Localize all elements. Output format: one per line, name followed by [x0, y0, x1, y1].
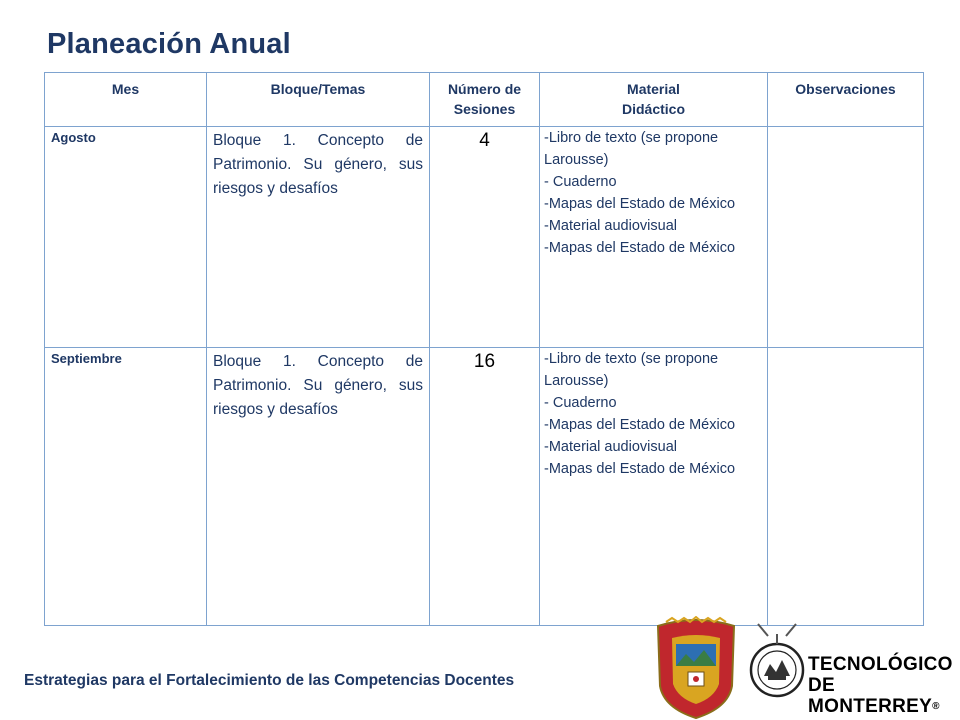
table-row: [45, 127, 924, 348]
sessions-cell: 16: [473, 351, 496, 372]
header-material-line2: Didáctico: [621, 101, 685, 117]
material-item: -Mapas del Estado de México: [544, 417, 736, 433]
header-numero-sesiones: [430, 73, 540, 127]
tec-monterrey-wordmark: [808, 654, 960, 717]
table-header-row: [45, 73, 924, 127]
materials-cell: [540, 348, 768, 626]
header-material-didactico: [540, 73, 768, 127]
material-item: -Material audiovisual: [544, 218, 677, 234]
header-material-line1: Material: [627, 81, 680, 97]
tec-monterrey-seal: [748, 620, 806, 700]
month-cell: Septiembre: [51, 351, 122, 366]
registered-mark: ®: [932, 701, 940, 712]
material-item: - Cuaderno: [544, 395, 617, 411]
month-cell: Agosto: [51, 130, 96, 145]
sessions-cell: 4: [479, 130, 490, 151]
material-item: -Mapas del Estado de México: [544, 196, 736, 212]
material-item: -Libro de texto (se propone Larousse): [544, 351, 719, 389]
observations-cell: [768, 127, 924, 348]
materials-cell: [540, 127, 768, 348]
observations-cell: [768, 348, 924, 626]
material-item: -Mapas del Estado de México: [544, 461, 736, 477]
header-numero-line1: Número de: [447, 81, 522, 97]
tec-wordmark-line2-text: DE MONTERREY: [808, 675, 933, 717]
tec-wordmark-line1: TECNOLÓGICO: [808, 654, 953, 675]
tec-wordmark-line2: [808, 675, 960, 717]
footer-text: Estrategias para el Fortalecimiento de las Competencias Docentes: [24, 672, 515, 689]
header-mes: Mes: [45, 73, 207, 127]
theme-cell: Bloque 1. Concepto de Patrimonio. Su género, sus riesgos y desafíos: [213, 132, 423, 197]
theme-cell: Bloque 1. Concepto de Patrimonio. Su género, sus riesgos y desafíos: [213, 353, 423, 418]
table-row: [45, 348, 924, 626]
material-item: -Mapas del Estado de México: [544, 240, 736, 256]
estado-de-mexico-logo: [652, 616, 740, 720]
annual-plan-table: [44, 72, 924, 626]
header-bloque-temas: Bloque/Temas: [207, 73, 430, 127]
material-item: - Cuaderno: [544, 174, 617, 190]
page-title: Planeación Anual: [47, 28, 291, 60]
material-item: -Libro de texto (se propone Larousse): [544, 130, 719, 168]
header-numero-line2: Sesiones: [453, 101, 516, 117]
header-observaciones: Observaciones: [768, 73, 924, 127]
material-item: -Material audiovisual: [544, 439, 677, 455]
